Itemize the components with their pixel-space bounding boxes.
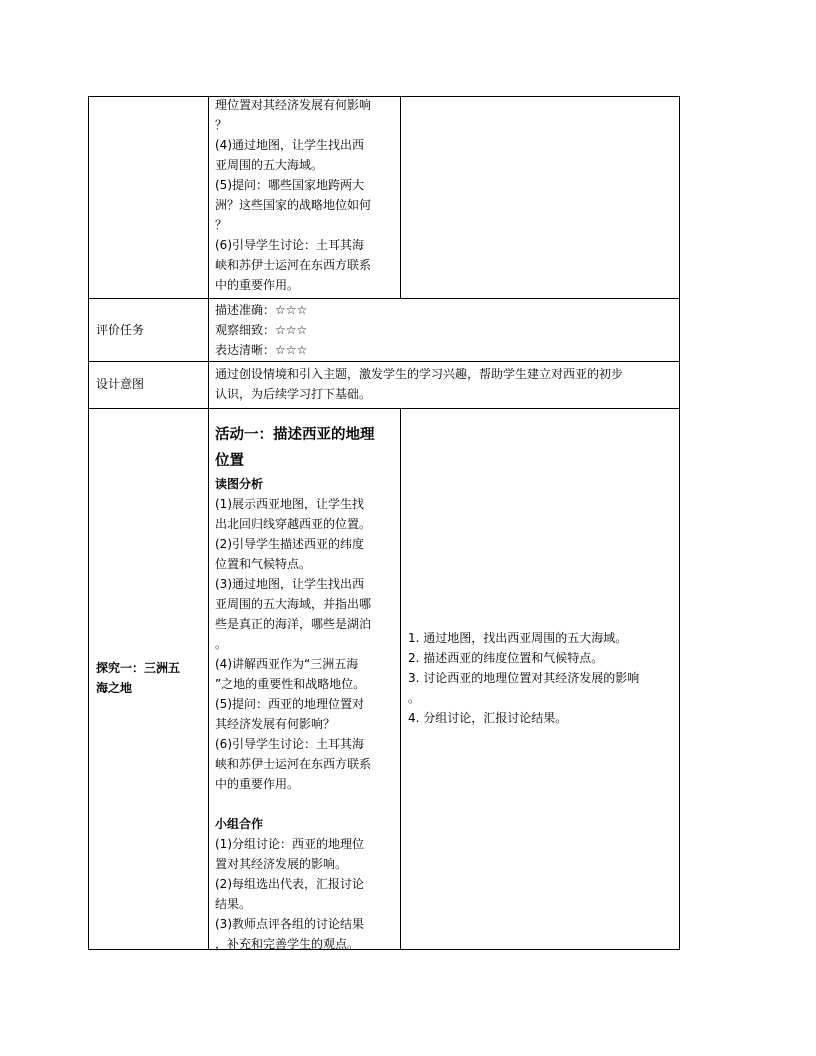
activity-line: (6)引导学生讨论：土耳其海 — [215, 737, 364, 751]
column-divider-2-bottom — [400, 408, 401, 949]
activity-line: ”之地的重要性和战略地位。 — [215, 677, 366, 691]
student-item: 4. 分组讨论，汇报讨论结果。 — [408, 711, 568, 725]
activity-line: (2)引导学生描述西亚的纬度 — [215, 537, 364, 551]
process-line: 洲？这些国家的战略地位如何 — [215, 198, 372, 212]
activity-line: 其经济发展有何影响？ — [215, 717, 336, 731]
student-activity — [408, 628, 639, 728]
student-item: 。 — [408, 691, 421, 705]
activity-line: 置对其经济发展的影响。 — [215, 857, 348, 871]
activity-line: (1)分组讨论：西亚的地理位 — [215, 837, 364, 851]
section-title-group-work: 小组合作 — [215, 817, 264, 831]
row-divider-2 — [88, 361, 680, 362]
design-line: 认识，为后续学习打下基础。 — [215, 387, 372, 401]
activity-line: 亚周围的五大海域，并指出哪 — [215, 597, 372, 611]
teacher-activity — [215, 422, 375, 954]
process-line: (6)引导学生讨论：土耳其海 — [215, 238, 364, 252]
activity-line: (1)展示西亚地图，让学生找 — [215, 497, 364, 511]
explore-label-line: 探究一：三洲五 — [96, 661, 181, 675]
activity-line: (3)通过地图，让学生找出西 — [215, 577, 364, 591]
row-divider-3 — [88, 408, 680, 409]
column-divider-a — [208, 298, 209, 408]
design-text — [215, 364, 623, 404]
design-label: 设计意图 — [96, 377, 145, 391]
activity-title: 位置 — [215, 453, 244, 469]
process-line: 理位置对其经济发展有何影响 — [215, 98, 372, 112]
evaluation-item: 描述准确：☆☆☆ — [215, 303, 308, 317]
process-line: 亚周围的五大海域。 — [215, 158, 324, 172]
process-line: (5)提问：哪些国家地跨两大 — [215, 178, 364, 192]
table-border-right — [679, 96, 680, 950]
activity-line: 。 — [215, 637, 228, 651]
student-item: 2. 描述西亚的纬度位置和气候特点。 — [408, 651, 604, 665]
activity-line: 峡和苏伊士运河在东西方联系 — [215, 757, 372, 771]
student-item: 3. 讨论西亚的地理位置对其经济发展的影响 — [408, 671, 640, 685]
evaluation-item: 表达清晰：☆☆☆ — [215, 343, 308, 357]
activity-line: (5)提问：西亚的地理位置对 — [215, 697, 364, 711]
column-divider-2-top — [400, 96, 401, 298]
column-divider-1-bottom — [208, 408, 209, 949]
activity-line: (3)教师点评各组的讨论结果 — [215, 917, 364, 931]
teaching-process-continued — [215, 95, 371, 295]
activity-line: 出北回归线穿越西亚的位置。 — [215, 517, 372, 531]
table-border-top — [88, 96, 680, 97]
section-title-read-map: 读图分析 — [215, 477, 264, 491]
evaluation-item: 观察细致：☆☆☆ — [215, 323, 308, 337]
activity-line: 位置和气候特点。 — [215, 557, 312, 571]
process-line: ？ — [215, 218, 228, 232]
activity-line: 中的重要作用。 — [215, 777, 300, 791]
process-line: 峡和苏伊士运河在东西方联系 — [215, 258, 372, 272]
explore-label — [96, 658, 180, 698]
explore-label-line: 海之地 — [96, 681, 133, 695]
activity-line: ，补充和完善学生的观点。 — [215, 937, 360, 951]
process-line: (4)通过地图，让学生找出西 — [215, 138, 364, 152]
evaluation-items — [215, 300, 307, 360]
column-divider-1-top — [208, 96, 209, 298]
table-border-left — [88, 96, 89, 950]
design-line: 通过创设情境和引入主题，激发学生的学习兴趣，帮助学生建立对西亚的初步 — [215, 367, 624, 381]
activity-line: 结果。 — [215, 897, 252, 911]
spacer — [215, 794, 375, 814]
process-line: 中的重要作用。 — [215, 278, 300, 292]
activity-line: 些是真正的海洋，哪些是湖泊 — [215, 617, 372, 631]
process-line: ？ — [215, 118, 228, 132]
activity-title: 活动一：描述西亚的地理 — [215, 427, 375, 443]
table-border-bottom — [88, 949, 680, 950]
row-divider-1 — [88, 298, 680, 299]
activity-line: (4)讲解西亚作为“三洲五海 — [215, 657, 359, 671]
activity-line: (2)每组选出代表，汇报讨论 — [215, 877, 364, 891]
evaluation-label: 评价任务 — [96, 323, 145, 337]
student-item: 1. 通过地图，找出西亚周围的五大海域。 — [408, 631, 628, 645]
